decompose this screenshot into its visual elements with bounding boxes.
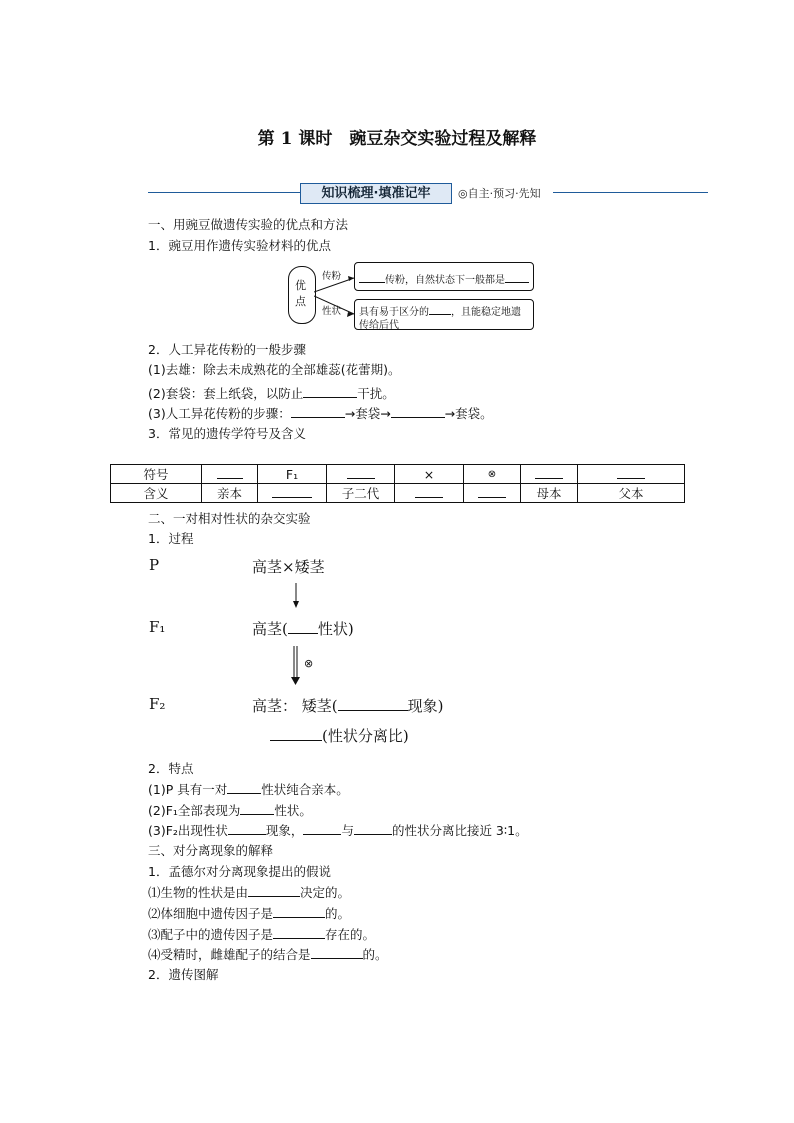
table-cell: F₁	[258, 465, 327, 484]
char-2	[148, 802, 312, 819]
step-1: (1)去雄：除去未成熟花的全部雄蕊(花蕾期)。	[148, 362, 401, 377]
blank	[273, 926, 325, 939]
advantage-diagram	[288, 262, 538, 332]
step-3-end: →套袋。	[444, 406, 493, 421]
f2-text: 高茎：	[252, 697, 298, 715]
table-cell: 含义	[111, 484, 202, 503]
section-banner: 知识梳理·填准记牢	[300, 183, 452, 204]
hypothesis-3	[148, 926, 375, 943]
step-2	[148, 385, 395, 402]
section-2-heading: 二、一对相对性状的杂交实验	[148, 511, 311, 526]
hypothesis-4	[148, 946, 388, 963]
selfing-icon: ⊗	[304, 657, 314, 670]
blank	[535, 466, 563, 479]
blank	[217, 466, 243, 479]
table-row	[111, 484, 685, 503]
step-2-text-end: 干扰。	[357, 386, 395, 401]
h2-text: ⑵体细胞中遗传因子是	[148, 906, 274, 921]
table-cell	[464, 484, 521, 503]
s3-sub1: 1．孟德尔对分离现象提出的假说	[148, 864, 331, 879]
table-cell: 父本	[578, 484, 685, 503]
symbols-table	[110, 464, 685, 503]
h4-text: ⑷受精时，雌雄配子的结合是	[148, 947, 311, 962]
blank	[415, 485, 443, 498]
table-cell: ⊗	[464, 465, 521, 484]
char-3-text: (3)F₂出现性状	[148, 823, 228, 838]
f2-line	[252, 695, 444, 716]
hypothesis-2	[148, 905, 350, 922]
h2-end: 的。	[325, 906, 351, 921]
advantage-label	[295, 278, 306, 310]
blank	[248, 884, 300, 897]
blank	[311, 946, 363, 959]
blank	[272, 485, 312, 498]
blank	[240, 802, 274, 815]
blank	[228, 822, 266, 835]
section-3-heading: 三、对分离现象的解释	[148, 843, 274, 858]
blank	[303, 822, 341, 835]
char-1-end: 性状纯合亲本。	[261, 782, 349, 797]
f1-text-end: 性状)	[317, 620, 354, 638]
table-cell	[521, 465, 578, 484]
char-1-text: (1)P 具有一对	[148, 782, 228, 797]
ratio-line	[270, 725, 409, 746]
blank	[354, 822, 392, 835]
blank	[347, 466, 375, 479]
table-cell: ×	[395, 465, 464, 484]
blank	[303, 385, 357, 398]
blank	[617, 466, 645, 479]
p-cross: 高茎×矮茎	[252, 558, 325, 576]
s2-sub1: 1．过程	[148, 531, 194, 546]
s3-sub2: 2．遗传图解	[148, 967, 219, 982]
step-3	[148, 405, 493, 422]
table-cell: 母本	[521, 484, 578, 503]
advantage-label-1: 优	[295, 279, 306, 292]
box-pollination	[354, 262, 534, 291]
h4-end: 的。	[362, 947, 388, 962]
char-3-mid: 现象，	[265, 823, 304, 838]
f2-label: F₂	[149, 695, 166, 713]
blank	[338, 695, 408, 711]
blank	[270, 725, 322, 741]
f2-text-end: 现象)	[407, 697, 444, 715]
banner-line-left	[148, 192, 300, 193]
step-3-mid: →套袋→	[344, 406, 391, 421]
blank	[288, 618, 318, 634]
box-traits	[354, 299, 534, 330]
step-2-text: (2)套袋：套上纸袋，以防止	[148, 386, 304, 401]
s1-sub3: 3．常见的遗传学符号及含义	[148, 426, 306, 441]
blank	[478, 485, 506, 498]
table-cell	[327, 465, 395, 484]
trait-text-2: ，且能稳定地遗	[451, 307, 521, 318]
h1-end: 决定的。	[300, 885, 351, 900]
table-cell: 亲本	[202, 484, 258, 503]
s2-sub2: 2．特点	[148, 761, 194, 776]
p-label: P	[149, 556, 160, 574]
char-2-text: (2)F₁全部表现为	[148, 803, 241, 818]
advantage-label-2: 点	[295, 295, 306, 308]
f1-text: 高茎(	[252, 620, 288, 638]
section-1-heading: 一、用豌豆做遗传实验的优点和方法	[148, 217, 349, 232]
hypothesis-1	[148, 884, 350, 901]
f1-line	[252, 618, 354, 639]
banner-line-right	[553, 192, 708, 193]
page-title: 第 1 课时 豌豆杂交实验过程及解释	[257, 129, 537, 149]
char-2-end: 性状。	[274, 803, 312, 818]
branch-trait-label: 性状	[322, 306, 342, 317]
step-3-text: (3)人工异花传粉的步骤：	[148, 406, 291, 421]
table-cell	[578, 465, 685, 484]
f1-label: F₁	[149, 618, 166, 636]
pollination-text: 传粉，自然状态下一般都是	[385, 275, 505, 286]
s1-sub1: 1．豌豆用作遗传实验材料的优点	[148, 238, 331, 253]
blank	[291, 405, 345, 418]
s1-sub2: 2．人工异花传粉的一般步骤	[148, 342, 306, 357]
branch-pollination-label: 传粉	[322, 271, 342, 282]
double-arrow-icon	[290, 646, 304, 686]
table-cell	[202, 465, 258, 484]
trait-text-1: 具有易于区分的	[359, 307, 429, 318]
table-cell: 子二代	[327, 484, 395, 503]
blank	[391, 405, 445, 418]
ratio-text: (性状分离比)	[322, 727, 409, 745]
f2-text-2: 矮茎(	[301, 697, 338, 715]
table-cell	[395, 484, 464, 503]
char-3	[148, 822, 528, 839]
char-3-end: 的性状分离比接近 3∶1。	[391, 823, 528, 838]
blank	[359, 270, 385, 283]
h3-text: ⑶配子中的遗传因子是	[148, 927, 274, 942]
arrow-down-icon	[290, 583, 302, 609]
blank	[273, 905, 325, 918]
h3-end: 存在的。	[325, 927, 376, 942]
char-3-and: 与	[341, 823, 354, 838]
table-row	[111, 465, 685, 484]
blank	[227, 781, 261, 794]
blank	[505, 270, 529, 283]
char-1	[148, 781, 349, 798]
table-cell: 符号	[111, 465, 202, 484]
trait-text-3: 传给后代	[359, 320, 399, 331]
blank	[429, 302, 451, 315]
banner-subtitle: ◎自主·预习·先知	[458, 187, 541, 200]
h1-text: ⑴生物的性状是由	[148, 885, 249, 900]
table-cell	[258, 484, 327, 503]
